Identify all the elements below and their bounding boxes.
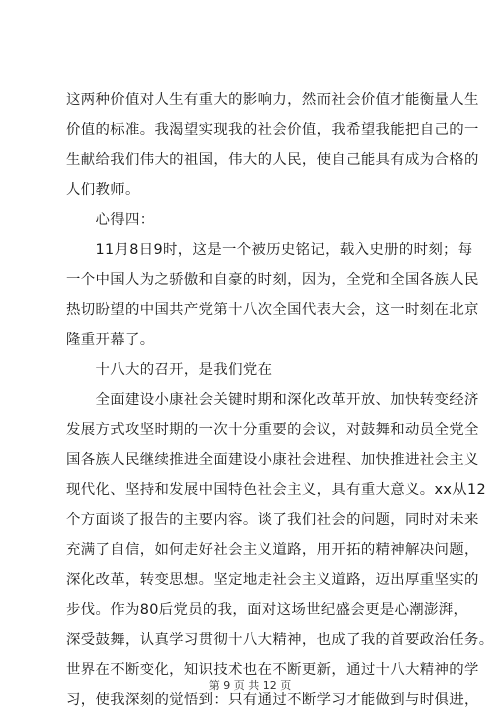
text-line: 世界在不断变化，知识技术也在不断更新，通过十八大精神的学 <box>66 662 479 678</box>
text-line: 人们教师。 <box>66 182 140 198</box>
text-line: 发展方式攻坚时期的一次十分重要的会议，对鼓舞和动员全党全 <box>66 422 479 438</box>
text-line: 这两种价值对人生有重大的影响力，然而社会价值才能衡量人生 <box>66 92 479 108</box>
text-line: 价值的标准。我渴望实现我的社会价值，我希望我能把自己的一 <box>66 122 479 138</box>
text-line: 深受鼓舞，认真学习贯彻十八大精神，也成了我的首要政治任务。 <box>66 632 494 648</box>
text-line: 个方面谈了报告的主要内容。谈了我们社会的问题，同时对未来 <box>66 512 479 528</box>
text-line: 现代化、坚持和发展中国特色社会主义，具有重大意义。xx从12 <box>66 482 487 498</box>
text-line: 生献给我们伟大的祖国，伟大的人民，使自己能具有成为合格的 <box>66 152 479 168</box>
text-line: 步伐。作为80后党员的我，面对这场世纪盛会更是心潮澎湃， <box>66 602 469 618</box>
text-line: 习，使我深刻的觉悟到：只有通过不断学习才能做到与时俱进， <box>66 692 479 708</box>
text-line: 国各族人民继续推进全面建设小康社会进程、加快推进社会主义 <box>66 452 479 468</box>
text-line: 一个中国人为之骄傲和自豪的时刻，因为，全党和全国各族人民 <box>66 272 479 288</box>
page-footer: 第 9 页 共 12 页 <box>208 679 292 692</box>
text-line: 隆重开幕了。 <box>66 332 155 348</box>
text-line: 11月8日9时，这是一个被历史铭记，载入史册的时刻；每 <box>66 242 473 258</box>
text-line: 热切盼望的中国共产党第十八次全国代表大会，这一时刻在北京 <box>66 302 479 318</box>
text-line: 全面建设小康社会关键时期和深化改革开放、加快转变经济 <box>66 392 479 408</box>
section-heading: 心得四： <box>66 212 155 228</box>
text-line: 充满了自信，如何走好社会主义道路，用开拓的精神解决问题， <box>66 542 479 558</box>
text-line: 深化改革，转变思想。坚定地走社会主义道路，迈出厚重坚实的 <box>66 572 479 588</box>
text-line: 十八大的召开，是我们党在 <box>66 362 273 378</box>
